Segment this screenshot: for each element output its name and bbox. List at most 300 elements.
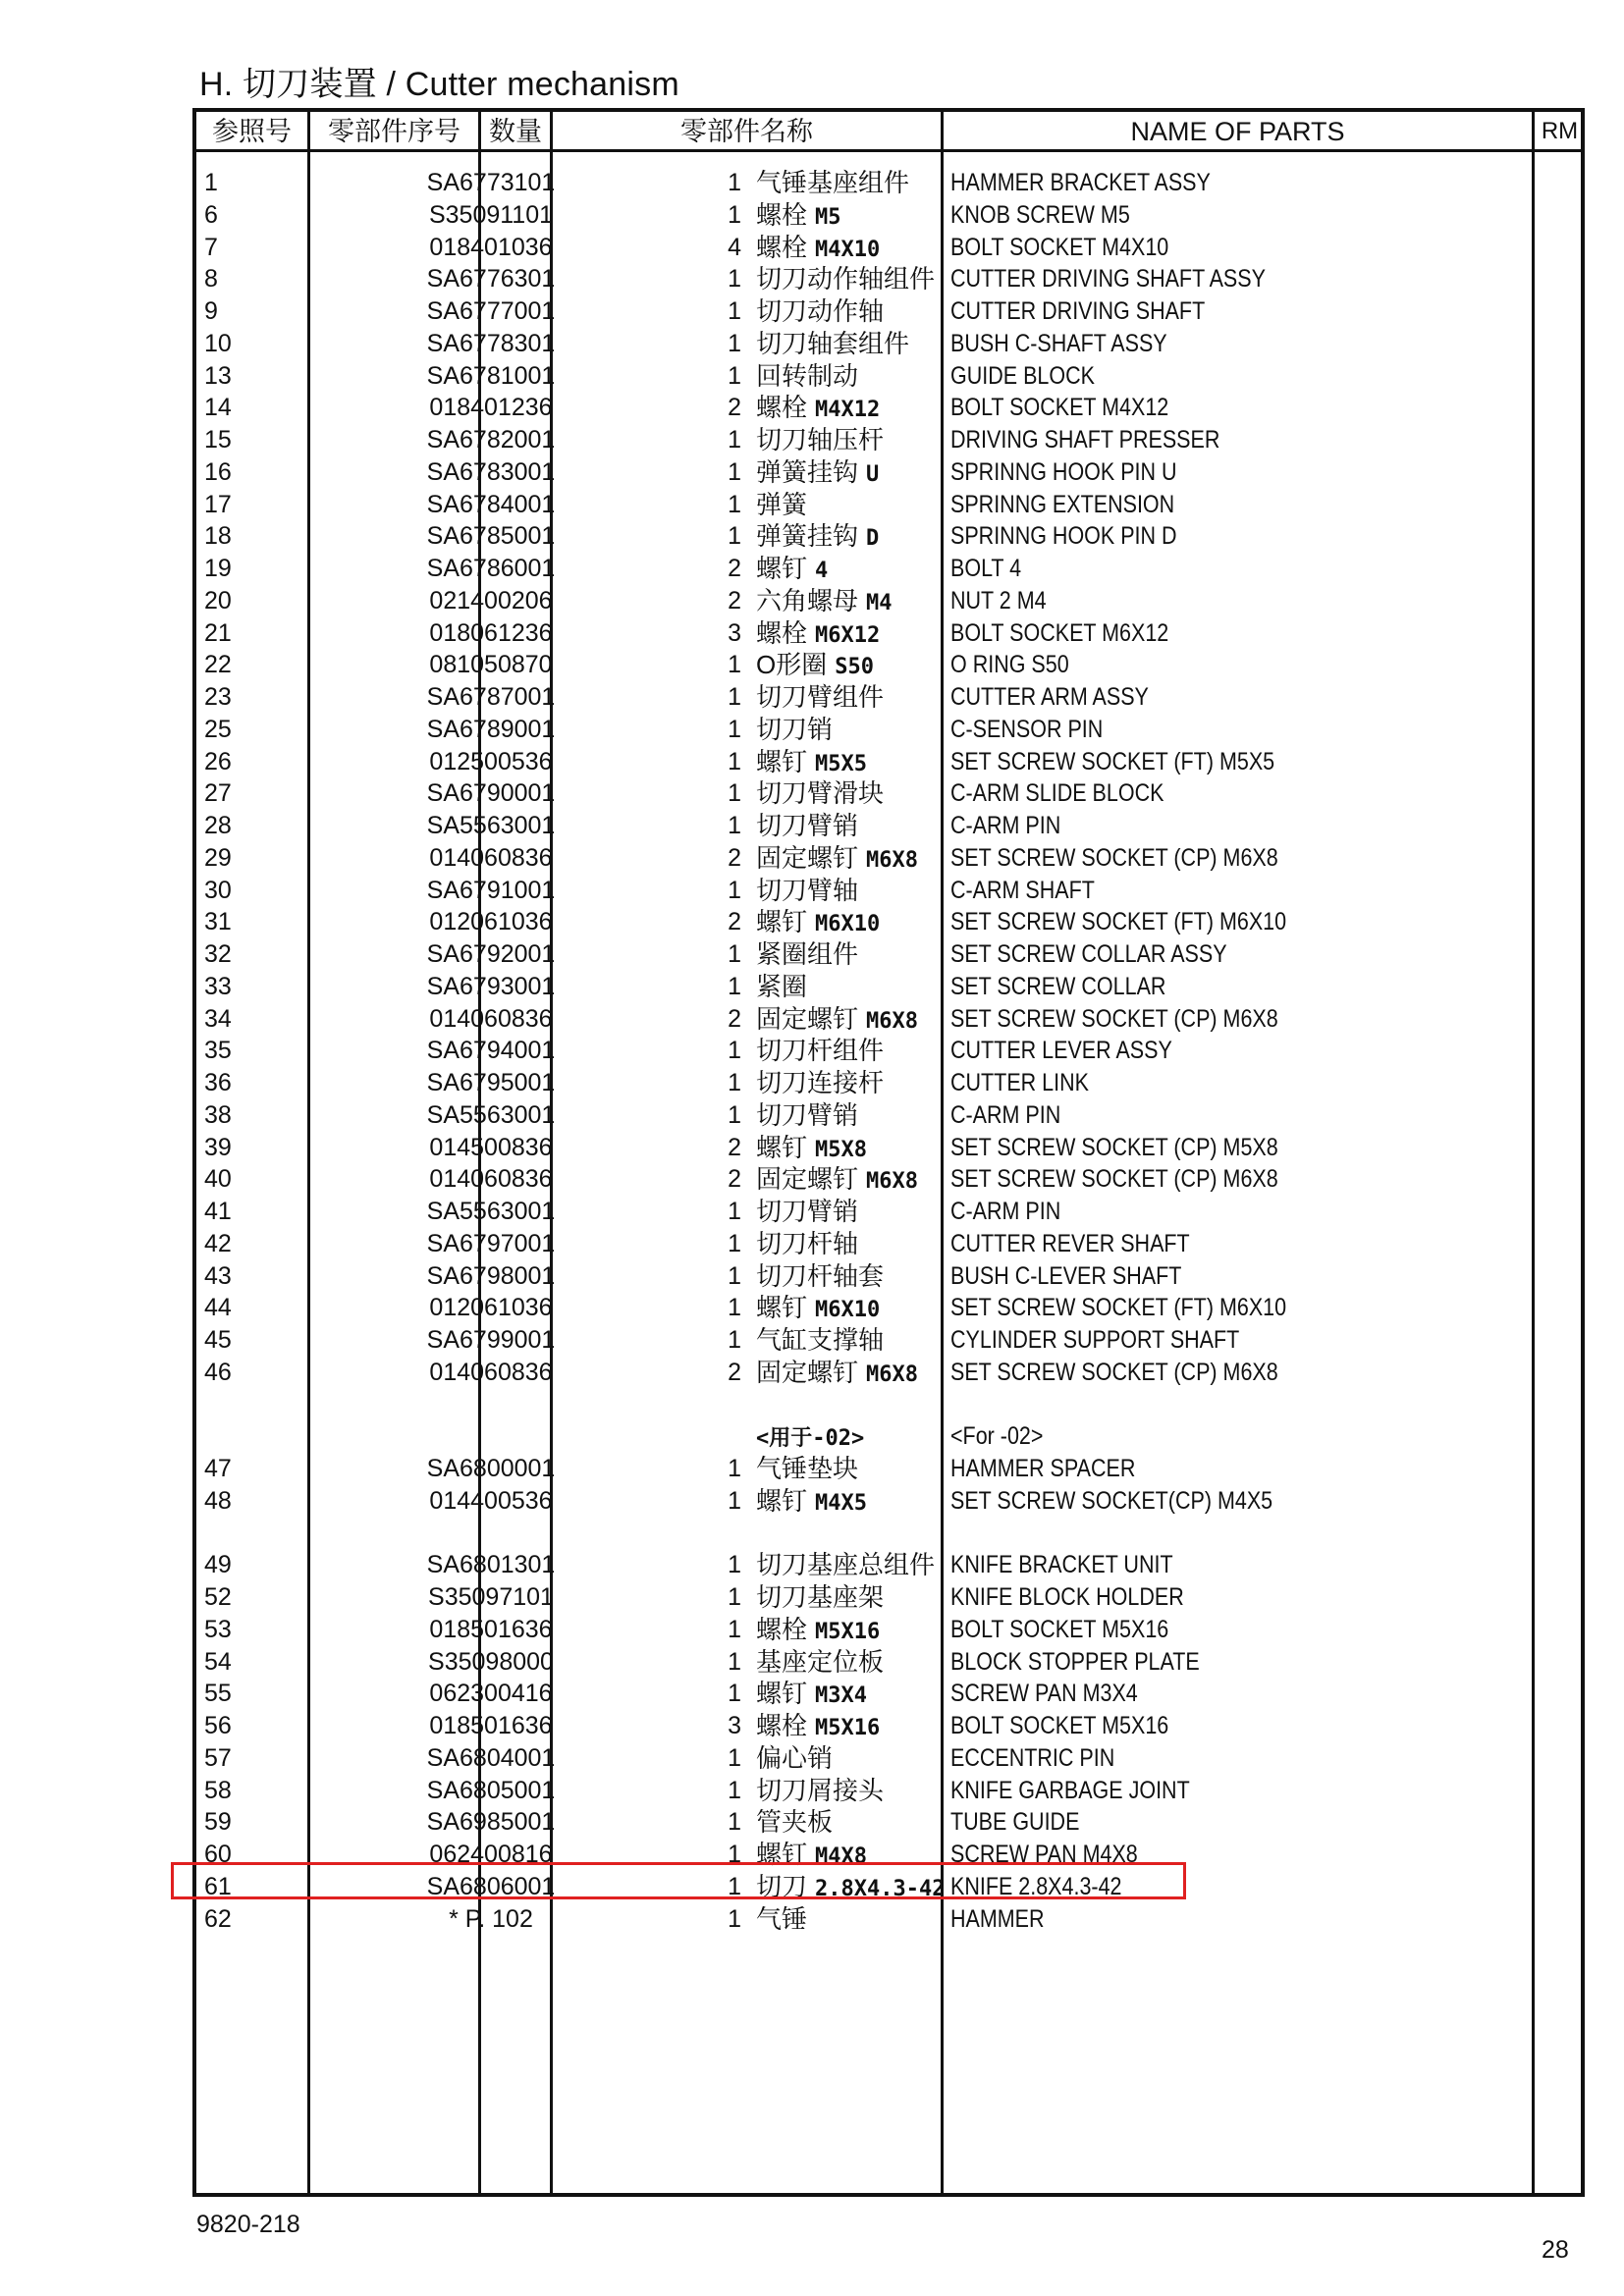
name-en-cell xyxy=(950,489,1174,521)
name-cn-cell xyxy=(756,1775,892,1809)
ref-cell-text: 45 xyxy=(204,1326,232,1354)
name-cn-cell-text: 切刀动作轴组件 xyxy=(756,264,936,294)
name-cn-cell xyxy=(756,810,866,844)
name-cn-cell xyxy=(756,1581,892,1616)
qty-cell-text: 1 xyxy=(728,169,741,196)
name-en-cell-text: CUTTER ARM ASSY xyxy=(950,683,1149,711)
name-en-cell-text: KNIFE 2.8X4.3-42 xyxy=(950,1872,1122,1900)
name-cn-cell xyxy=(756,489,815,523)
name-en-cell-text: SET SCREW SOCKET (CP) M6X8 xyxy=(950,1358,1278,1386)
ref-cell-text: 10 xyxy=(204,329,232,357)
name-en-cell-text: NUT 2 M4 xyxy=(950,586,1047,614)
part-number-cell-text: SA6793001 xyxy=(426,972,556,1000)
qty-cell xyxy=(196,1163,741,1196)
qty-cell-text: 2 xyxy=(728,394,741,422)
qty-cell xyxy=(196,520,741,553)
name-cn-cell-text: 偏心销 xyxy=(756,1742,834,1773)
qty-cell-text: 1 xyxy=(728,1615,741,1643)
name-cn-cell xyxy=(756,585,893,619)
name-cn-cell xyxy=(756,1357,918,1391)
name-en-cell xyxy=(950,938,1227,971)
table-row xyxy=(196,714,1581,746)
part-number-cell-text: 014060836 xyxy=(429,1165,553,1194)
name-en-cell-text: BLOCK STOPPER PLATE xyxy=(950,1647,1200,1676)
qty-cell-text: 2 xyxy=(728,908,741,936)
part-number-cell-text: SA5563001 xyxy=(426,812,556,839)
part-number-cell-text: SA6782001 xyxy=(426,426,556,454)
qty-cell-text: 1 xyxy=(728,1551,741,1579)
spec-text: M5X16 xyxy=(815,1619,881,1644)
name-cn-cell-text: 螺钉 xyxy=(756,1840,808,1869)
ref-cell-text: 35 xyxy=(204,1037,232,1065)
name-cn-cell-text: 固定螺钉 xyxy=(756,1164,859,1195)
name-en-cell-text: SET SCREW SOCKET (CP) M6X8 xyxy=(950,1165,1278,1194)
table-row xyxy=(196,649,1581,681)
part-number-cell-text: SA6784001 xyxy=(426,490,556,518)
name-cn-cell-text: 气锤基座组件 xyxy=(756,168,910,197)
qty-cell-text: 1 xyxy=(728,876,741,904)
ref-cell-text: 49 xyxy=(204,1551,232,1579)
spec-text: 4 xyxy=(815,559,829,583)
qty-cell-text: 1 xyxy=(728,200,741,229)
name-en-cell-text: KNIFE GARBAGE JOINT xyxy=(950,1776,1190,1804)
ref-cell-text: 25 xyxy=(204,715,232,743)
name-cn-cell-text: 弹簧 xyxy=(756,489,808,519)
table-row xyxy=(196,906,1581,938)
qty-cell xyxy=(196,328,741,360)
qty-cell xyxy=(196,456,741,489)
part-number-cell-text: 018501636 xyxy=(429,1712,553,1739)
name-en-cell xyxy=(950,263,1266,295)
name-cn-cell-text: 切刀臂销 xyxy=(756,811,859,840)
qty-cell-text: 2 xyxy=(728,1133,741,1161)
table-row xyxy=(196,1518,1581,1550)
ref-cell-text: 19 xyxy=(204,555,232,582)
table-row xyxy=(196,1196,1581,1228)
table-row xyxy=(196,1324,1581,1357)
part-number-cell-text: SA5563001 xyxy=(426,1100,556,1129)
qty-cell-text: 1 xyxy=(728,1069,741,1096)
name-en-cell xyxy=(950,681,1149,714)
name-en-cell xyxy=(950,1132,1278,1164)
qty-cell xyxy=(196,1228,741,1260)
name-cn-cell-text: 螺栓 xyxy=(756,393,808,423)
name-cn-cell xyxy=(756,263,943,297)
name-cn-cell-text: 切刀基座架 xyxy=(756,1582,885,1612)
name-en-cell xyxy=(950,232,1168,264)
ref-cell-text: 38 xyxy=(204,1100,232,1129)
qty-cell-text: 4 xyxy=(728,233,741,261)
qty-cell xyxy=(196,1581,741,1614)
table-row xyxy=(196,617,1581,650)
table-row xyxy=(196,1678,1581,1710)
name-cn-cell xyxy=(756,617,880,652)
part-number-cell-text: SA6795001 xyxy=(426,1069,556,1096)
name-en-cell xyxy=(950,1324,1239,1357)
table-row xyxy=(196,1228,1581,1260)
qty-cell xyxy=(196,1453,741,1485)
table-row xyxy=(196,971,1581,1003)
name-en-cell-text: BOLT SOCKET M5X16 xyxy=(950,1615,1169,1643)
qty-cell-text: 1 xyxy=(728,1904,741,1933)
name-cn-cell-text: 切刀臂销 xyxy=(756,1197,859,1226)
name-cn-cell-text: 切刀轴压杆 xyxy=(756,425,885,454)
part-number-cell-text: 081050870 xyxy=(429,651,553,679)
qty-cell xyxy=(196,1035,741,1067)
ref-cell-text: 22 xyxy=(204,651,232,679)
qty-cell-text: 1 xyxy=(728,457,741,486)
table-row xyxy=(196,295,1581,328)
name-cn-cell xyxy=(756,1806,840,1841)
name-cn-cell-text: 螺栓 xyxy=(756,199,808,230)
name-en-cell xyxy=(950,1453,1135,1485)
name-cn-cell-text: 螺钉 xyxy=(756,554,808,583)
name-en-cell-text: O RING S50 xyxy=(950,651,1069,679)
ref-cell-text: 55 xyxy=(204,1680,232,1708)
name-en-cell-text: C-ARM SLIDE BLOCK xyxy=(950,779,1164,808)
name-en-cell-text: BOLT SOCKET M6X12 xyxy=(950,618,1169,647)
part-number-cell-text: SA6790001 xyxy=(426,779,556,808)
name-cn-cell-text: 螺钉 xyxy=(756,746,808,776)
qty-cell-text: 1 xyxy=(728,972,741,1000)
name-en-cell xyxy=(950,456,1177,489)
part-number-cell-text: SA6801301 xyxy=(426,1551,556,1579)
qty-cell-text: 1 xyxy=(728,715,741,743)
part-number-cell-text: SA6777001 xyxy=(426,297,556,325)
name-cn-cell xyxy=(756,1549,943,1583)
name-en-cell-text: CUTTER DRIVING SHAFT xyxy=(950,297,1206,325)
name-en-cell xyxy=(950,1678,1138,1710)
name-cn-cell-text: 螺栓 xyxy=(756,1614,808,1644)
part-number-cell-text: * P. 102 xyxy=(449,1904,533,1933)
name-cn-cell-text: 弹簧挂钩 xyxy=(756,521,859,552)
qty-cell xyxy=(196,810,741,842)
qty-cell-text: 1 xyxy=(728,1037,741,1065)
name-cn-cell-text: 切刀 xyxy=(756,1871,808,1901)
ref-cell-text: 44 xyxy=(204,1294,232,1322)
name-en-cell-text: SET SCREW SOCKET(CP) M4X5 xyxy=(950,1486,1273,1515)
name-cn-cell-text: 固定螺钉 xyxy=(756,1357,859,1387)
part-number-cell-text: SA6773101 xyxy=(426,169,556,196)
ref-cell-text: 54 xyxy=(204,1647,232,1676)
qty-cell-text: 2 xyxy=(728,1004,741,1033)
qty-cell-text: 1 xyxy=(728,1261,741,1290)
name-cn-cell-text: 固定螺钉 xyxy=(756,842,859,873)
part-number-cell-text: SA6778301 xyxy=(426,329,556,357)
name-cn-cell xyxy=(756,681,892,716)
name-en-cell-text: SET SCREW SOCKET (FT) M6X10 xyxy=(950,908,1287,936)
page-number: 28 xyxy=(1542,2236,1569,2264)
spec-text: M6X8 xyxy=(866,847,918,873)
name-en-cell xyxy=(950,1581,1184,1614)
name-cn-cell-text: 切刀连接杆 xyxy=(756,1068,885,1097)
name-cn-cell-text: 切刀杆轴套 xyxy=(756,1260,885,1291)
qty-cell-text: 1 xyxy=(728,1808,741,1837)
ref-cell-text: 26 xyxy=(204,747,232,775)
part-number-cell-text: S35091101 xyxy=(428,200,554,229)
name-cn-cell xyxy=(756,295,892,330)
spec-text: S50 xyxy=(835,655,874,680)
name-en-cell xyxy=(950,1357,1278,1389)
name-cn-cell-text: 气缸支撑轴 xyxy=(756,1325,885,1355)
name-en-cell xyxy=(950,1549,1173,1581)
name-cn-cell-text: 弹簧挂钩 xyxy=(756,456,859,487)
qty-cell-text: 1 xyxy=(728,1294,741,1322)
ref-cell-text: 31 xyxy=(204,908,232,936)
table-row xyxy=(196,777,1581,810)
qty-cell-text: 1 xyxy=(728,779,741,808)
name-cn-cell-text: 螺钉 xyxy=(756,907,808,937)
name-en-cell xyxy=(950,1292,1286,1324)
name-en-cell-text: TUBE GUIDE xyxy=(950,1808,1080,1837)
ref-cell-text: 13 xyxy=(204,361,232,390)
name-en-cell xyxy=(950,424,1219,456)
name-en-cell xyxy=(950,167,1211,199)
name-cn-cell-text: 切刀臂轴 xyxy=(756,875,859,905)
table-row xyxy=(196,1035,1581,1067)
part-number-cell-text: SA6806001 xyxy=(426,1872,556,1900)
spec-text: M4 xyxy=(866,590,893,615)
table-row xyxy=(196,1389,1581,1421)
table-row xyxy=(196,1646,1581,1679)
name-cn-cell-text: 回转制动 xyxy=(756,360,859,391)
qty-cell-text: 2 xyxy=(728,843,741,872)
name-en-cell xyxy=(950,520,1177,553)
table-row xyxy=(196,1710,1581,1742)
name-en-cell-text: SET SCREW SOCKET (CP) M6X8 xyxy=(950,843,1278,872)
qty-cell-text: 1 xyxy=(728,361,741,390)
name-cn-cell xyxy=(756,1196,866,1230)
qty-cell xyxy=(196,424,741,456)
spec-text: M3X4 xyxy=(815,1683,867,1709)
qty-cell-text: 1 xyxy=(728,1872,741,1900)
part-number-cell-text: SA6791001 xyxy=(426,876,556,904)
table-row xyxy=(196,938,1581,971)
name-cn-cell-text: 紧圈 xyxy=(756,971,808,1001)
name-en-cell-text: KNIFE BLOCK HOLDER xyxy=(950,1583,1184,1611)
spec-text: M6X8 xyxy=(866,1362,918,1387)
part-number-cell-text: 018401036 xyxy=(429,233,553,261)
name-cn-cell xyxy=(756,906,880,940)
name-en-cell-text: BUSH C-SHAFT ASSY xyxy=(950,329,1167,357)
name-en-cell xyxy=(950,1806,1079,1839)
table-row xyxy=(196,875,1581,907)
doc-code: 9820-218 xyxy=(196,2211,300,2238)
qty-cell xyxy=(196,1485,741,1518)
name-cn-cell-text: 六角螺母 xyxy=(756,585,859,615)
part-number-cell-text: SA6789001 xyxy=(426,715,556,743)
name-en-cell-text: BOLT SOCKET M4X10 xyxy=(950,233,1169,261)
name-cn-cell-text: 气锤垫块 xyxy=(756,1454,859,1483)
qty-cell xyxy=(196,1067,741,1099)
qty-cell xyxy=(196,681,741,714)
ref-cell-text: 17 xyxy=(204,490,232,518)
name-en-cell-text: BOLT SOCKET M5X16 xyxy=(950,1712,1169,1739)
part-number-cell-text: SA6785001 xyxy=(426,522,556,551)
ref-cell-text: 33 xyxy=(204,972,232,1000)
part-number-cell-text: SA6787001 xyxy=(426,683,556,711)
name-cn-cell xyxy=(756,1485,867,1520)
table-row xyxy=(196,1420,1581,1453)
qty-cell xyxy=(196,1003,741,1036)
ref-cell-text: 36 xyxy=(204,1069,232,1096)
part-number-cell-text: SA6794001 xyxy=(426,1037,556,1065)
header-qty: 数量 xyxy=(489,117,542,146)
table-row xyxy=(196,1581,1581,1614)
table-row xyxy=(196,1806,1581,1839)
name-en-cell-text: SPRINNG HOOK PIN U xyxy=(950,457,1177,486)
ref-cell-text: 9 xyxy=(204,297,218,325)
qty-cell-text: 1 xyxy=(728,1841,741,1868)
table-row xyxy=(196,392,1581,424)
table-row xyxy=(196,1067,1581,1099)
name-cn-cell-text: 螺栓 xyxy=(756,232,808,262)
ref-cell-text: 1 xyxy=(204,169,218,196)
qty-cell-text: 1 xyxy=(728,1583,741,1611)
name-cn-cell xyxy=(756,328,917,362)
name-en-cell-text: BUSH C-LEVER SHAFT xyxy=(950,1261,1182,1290)
table-row xyxy=(196,746,1581,778)
name-en-cell-text: CUTTER LINK xyxy=(950,1069,1089,1096)
qty-cell xyxy=(196,1614,741,1646)
qty-cell xyxy=(196,875,741,907)
name-cn-cell-text: O形圈 xyxy=(756,650,828,680)
part-number-cell-text: 018061236 xyxy=(429,618,553,647)
name-cn-cell xyxy=(756,199,841,234)
name-en-cell-text: HAMMER xyxy=(950,1904,1045,1933)
name-en-cell xyxy=(950,810,1060,842)
name-en-cell-text: DRIVING SHAFT PRESSER xyxy=(950,426,1220,454)
qty-cell xyxy=(196,777,741,810)
spec-text: M6X8 xyxy=(866,1008,918,1034)
qty-cell xyxy=(196,906,741,938)
qty-cell-text: 1 xyxy=(728,940,741,968)
ref-cell-text: 6 xyxy=(204,200,218,229)
ref-cell-text: 18 xyxy=(204,522,232,551)
name-cn-cell xyxy=(756,1614,880,1648)
name-en-cell xyxy=(950,553,1021,585)
name-en-cell xyxy=(950,617,1168,650)
ref-cell-text: 57 xyxy=(204,1743,232,1772)
ref-cell-text: 59 xyxy=(204,1808,232,1837)
spec-text: M6X10 xyxy=(815,1298,881,1323)
name-cn-cell xyxy=(756,1324,892,1359)
spec-text: M4X12 xyxy=(815,398,881,423)
table-row xyxy=(196,263,1581,295)
ref-cell-text: 15 xyxy=(204,426,232,454)
qty-cell-text: 2 xyxy=(728,586,741,614)
spec-text: M4X10 xyxy=(815,237,881,262)
name-en-cell-text: SET SCREW COLLAR xyxy=(950,972,1166,1000)
part-number-cell-text: SA6799001 xyxy=(426,1326,556,1354)
name-en-cell-text: BOLT SOCKET M4X12 xyxy=(950,394,1169,422)
spec-text: M6X8 xyxy=(866,1169,918,1195)
part-number-cell-text: SA6792001 xyxy=(426,940,556,968)
name-cn-cell xyxy=(756,649,874,683)
ref-cell-text: 43 xyxy=(204,1261,232,1290)
qty-cell-text: 1 xyxy=(728,1680,741,1708)
ref-cell-text: 32 xyxy=(204,940,232,968)
name-en-cell xyxy=(950,1614,1168,1646)
name-cn-cell-text: 切刀臂滑块 xyxy=(756,778,885,809)
part-number-cell-text: 021400206 xyxy=(429,586,553,614)
name-en-cell xyxy=(950,360,1095,393)
part-number-cell-text: 018401236 xyxy=(429,394,553,422)
name-en-cell xyxy=(950,1035,1172,1067)
name-cn-cell xyxy=(756,167,917,201)
part-number-cell-text: SA6783001 xyxy=(426,457,556,486)
name-en-cell-text: C-ARM PIN xyxy=(950,1100,1061,1129)
spec-text: M5X5 xyxy=(815,751,867,776)
part-number-cell-text: SA6798001 xyxy=(426,1261,556,1290)
name-en-cell xyxy=(950,199,1130,232)
ref-cell-text: 34 xyxy=(204,1004,232,1033)
spec-text: U xyxy=(866,461,880,487)
name-en-cell xyxy=(950,295,1205,328)
name-cn-cell-text: 气锤 xyxy=(756,1903,808,1934)
part-number-cell-text: 014060836 xyxy=(429,1004,553,1033)
ref-cell-text: 53 xyxy=(204,1615,232,1643)
ref-cell-text: 7 xyxy=(204,233,218,261)
qty-cell-text: 2 xyxy=(728,555,741,582)
spec-text: D xyxy=(866,526,880,552)
name-cn-cell xyxy=(756,938,866,973)
name-cn-cell-text: 螺钉 xyxy=(756,1679,808,1709)
name-cn-cell-text: 切刀轴套组件 xyxy=(756,328,910,358)
qty-cell-text: 1 xyxy=(728,1326,741,1354)
table-row xyxy=(196,489,1581,521)
name-cn-cell-text: 螺钉 xyxy=(756,1485,808,1516)
qty-cell-text: 1 xyxy=(728,1647,741,1676)
table-row xyxy=(196,1453,1581,1485)
table-row xyxy=(196,1485,1581,1518)
ref-cell-text: 58 xyxy=(204,1776,232,1804)
name-cn-cell xyxy=(756,1067,892,1101)
qty-cell xyxy=(196,1678,741,1710)
ref-cell-text: 60 xyxy=(204,1841,232,1868)
part-number-cell-text: SA6786001 xyxy=(426,555,556,582)
spec-text: M5X16 xyxy=(815,1716,881,1740)
name-en-cell xyxy=(950,1742,1114,1775)
table-row xyxy=(196,520,1581,553)
qty-cell xyxy=(196,1549,741,1581)
name-en-cell xyxy=(950,1903,1045,1936)
name-cn-cell-text: 管夹板 xyxy=(756,1807,834,1838)
table-row xyxy=(196,1357,1581,1389)
qty-cell xyxy=(196,714,741,746)
qty-cell xyxy=(196,1196,741,1228)
qty-cell-text: 1 xyxy=(728,297,741,325)
name-cn-cell xyxy=(756,971,815,1005)
name-cn-cell-text: 切刀基座总组件 xyxy=(756,1550,936,1580)
qty-cell xyxy=(196,842,741,875)
name-en-cell xyxy=(950,328,1167,360)
name-cn-cell-text: 切刀臂组件 xyxy=(756,682,885,712)
ref-cell-text: 30 xyxy=(204,876,232,904)
table-row xyxy=(196,810,1581,842)
name-en-cell-text: GUIDE BLOCK xyxy=(950,361,1095,390)
qty-cell-text: 1 xyxy=(728,265,741,294)
qty-cell-text: 1 xyxy=(728,812,741,839)
part-number-cell-text: 014500836 xyxy=(429,1133,553,1161)
ref-cell-text: 47 xyxy=(204,1455,232,1482)
name-en-cell xyxy=(950,971,1165,1003)
qty-cell xyxy=(196,1099,741,1132)
name-en-cell xyxy=(950,875,1095,907)
qty-cell xyxy=(196,489,741,521)
qty-cell-text: 1 xyxy=(728,1100,741,1129)
ref-cell-text: 42 xyxy=(204,1229,232,1257)
